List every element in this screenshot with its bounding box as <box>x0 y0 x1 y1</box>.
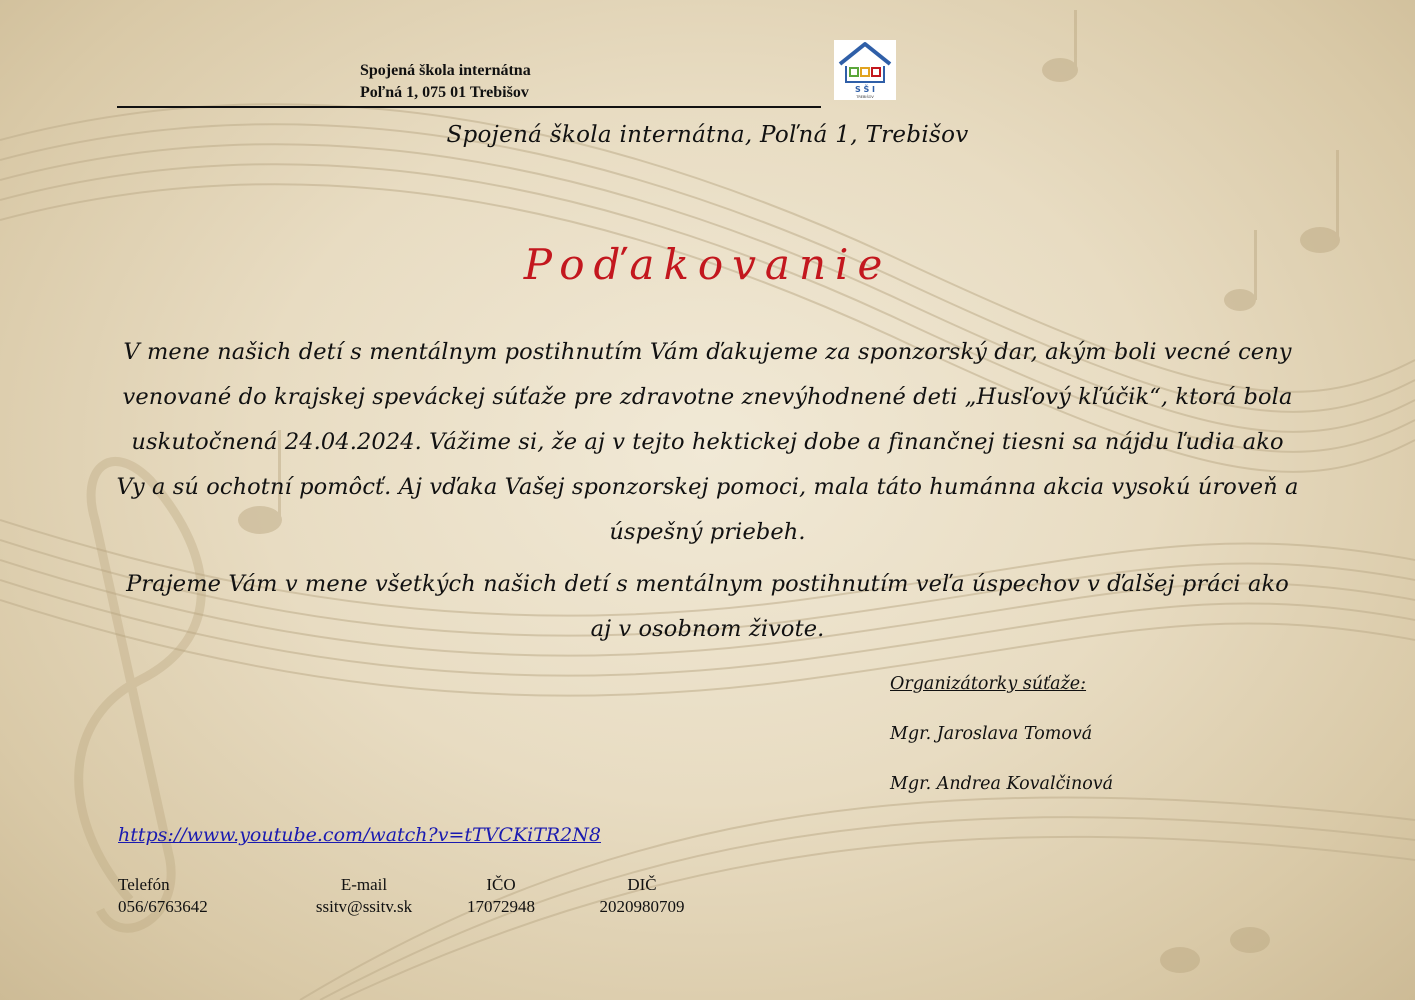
body-paragraph-1: V mene našich detí s mentálnym postihnutím Vám ďakujeme za sponzorský dar, akým boli vecné ceny venované do krajskej speváckej súťaže pre zdravotne znevýhodnené deti „Husľový kľúčik“, ktorá bola uskutočnená 24.04.2024. Vážime si, že aj v tejto hektickej dobe a finančnej tiesni sa nájdu ľudia ako Vy a sú ochotní pomôcť. Aj vďaka Vašej sponzorskej pomoci, mala táto humánna akcia vysokú úroveň a úspešný priebeh. <box>116 339 1299 545</box>
page-title: Poďakovanie <box>523 240 892 289</box>
youtube-link[interactable]: https://www.youtube.com/watch?v=tTVCKiTR2N8 <box>118 824 601 846</box>
contact-dic-value: 2020980709 <box>599 897 685 916</box>
body-paragraph-2: Prajeme Vám v mene všetkých našich detí s mentálnym postihnutím veľa úspechov v ďalšej práci ako aj v osobnom živote. <box>126 571 1289 642</box>
contact-ico <box>464 874 538 918</box>
contact-ico-label: IČO <box>486 875 516 894</box>
contact-phone-label: Telefón <box>118 875 170 894</box>
contact-phone <box>118 874 208 918</box>
school-logo <box>834 40 896 100</box>
contact-email-value: ssitv@ssitv.sk <box>315 897 413 916</box>
signatures-heading: Organizátorky súťaže: <box>890 674 1087 694</box>
body-text <box>115 330 1300 652</box>
signature-2: Mgr. Andrea Kovalčinová <box>890 774 1114 794</box>
contact-dic-label: DIČ <box>627 875 657 894</box>
header-address <box>360 60 531 104</box>
header-street-address: Poľná 1, 075 01 Trebišov <box>360 84 529 101</box>
contact-email-label: E-mail <box>340 875 388 894</box>
logo-letters: S Š I <box>854 85 876 94</box>
contact-dic <box>590 874 694 918</box>
header-school-name: Spojená škola internátna <box>360 62 531 79</box>
contact-phone-value: 056/6763642 <box>118 897 208 916</box>
header-divider <box>117 106 821 108</box>
logo-city: TREBIŠOV <box>856 95 874 99</box>
school-line: Spojená škola internátna, Poľná 1, Trebišov <box>446 122 969 148</box>
contact-email <box>305 874 423 918</box>
contact-ico-value: 17072948 <box>467 897 535 916</box>
signature-1: Mgr. Jaroslava Tomová <box>890 724 1093 744</box>
